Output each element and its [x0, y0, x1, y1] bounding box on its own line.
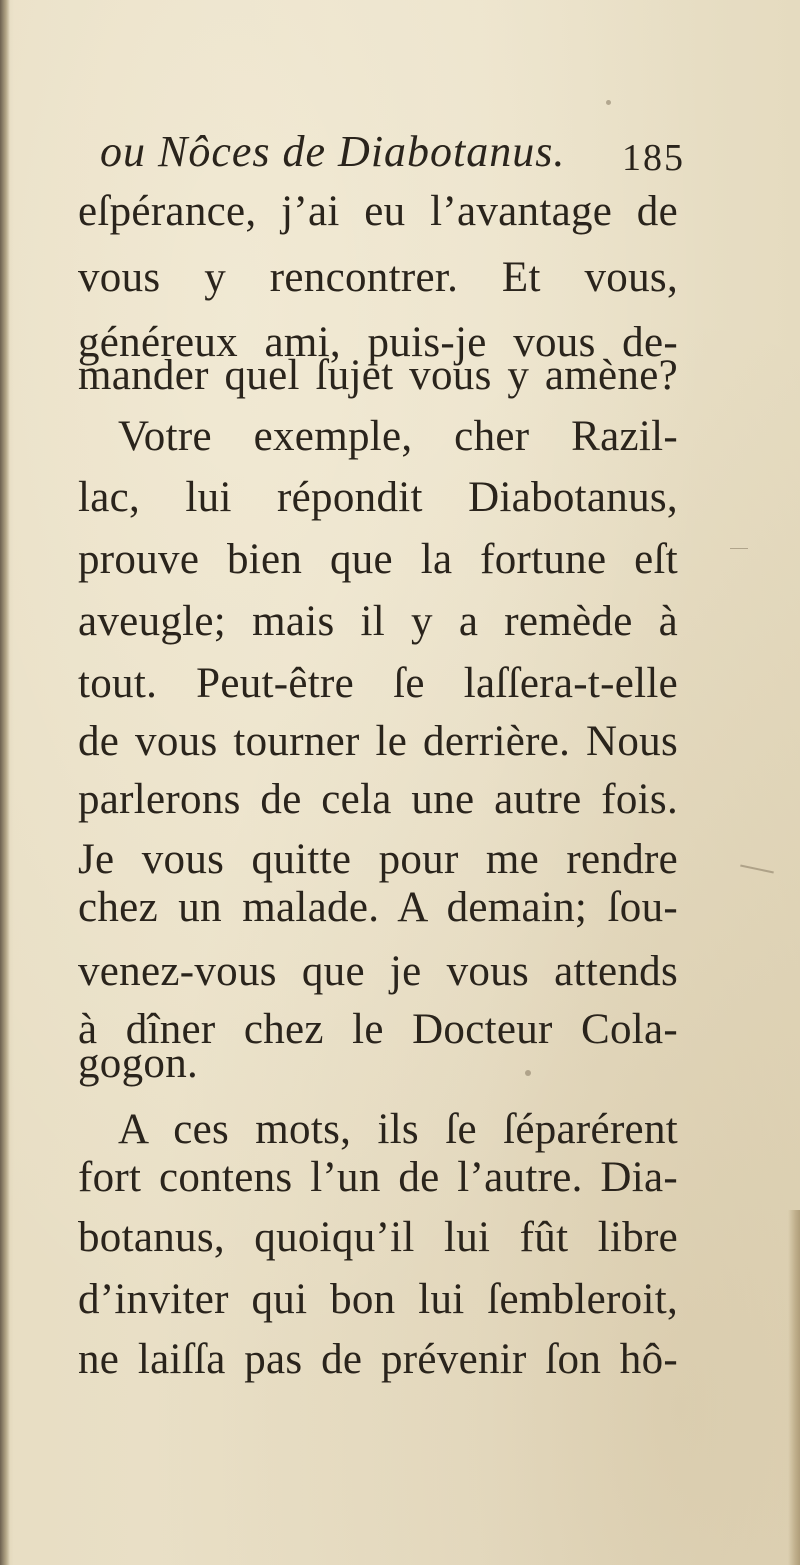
- text-line: d’inviter qui bon lui ſembleroit,: [78, 1276, 678, 1323]
- margin-dash: [730, 548, 748, 549]
- page-edge-stain: [788, 1210, 800, 1565]
- text-line: aveugle; mais il y a remède à: [78, 598, 678, 645]
- running-head: ou Nôces de Diabotanus.: [100, 127, 566, 176]
- text-line: vous y rencontrer. Et vous,: [78, 254, 678, 301]
- text-line: à dîner chez le Docteur Cola-: [78, 1006, 678, 1053]
- text-line: lac, lui répondit Diabotanus,: [78, 474, 678, 521]
- text-line: botanus, quoiqu’il lui fût libre: [78, 1214, 678, 1261]
- binding-gutter-shadow: [0, 0, 10, 1565]
- text-line: ne laiſſa pas de prévenir ſon hô-: [78, 1336, 678, 1383]
- text-line: venez-vous que je vous attends: [78, 948, 678, 995]
- text-line: mander quel ſujet vous y amène?: [78, 352, 678, 399]
- text-line: eſpérance, j’ai eu l’avantage de: [78, 188, 678, 235]
- paragraph-first-line: A ces mots, ils ſe ſéparérent: [118, 1106, 678, 1153]
- text-line: tout. Peut-être ſe laſſera-t-elle: [78, 660, 678, 707]
- text-line: parlerons de cela une autre fois.: [78, 776, 678, 823]
- text-line: de vous tourner le derrière. Nous: [78, 718, 678, 765]
- text-line: chez un malade. A demain; ſou-: [78, 884, 678, 931]
- margin-dash: [740, 864, 774, 873]
- text-line: prouve bien que la fortune eſt: [78, 536, 678, 583]
- page-header: [100, 122, 685, 182]
- ink-speck: [606, 100, 611, 105]
- page-number: 185: [622, 137, 685, 179]
- text-line: généreux ami, puis-je vous de-: [78, 319, 678, 366]
- text-line: Je vous quitte pour me rendre: [78, 836, 678, 883]
- text-line: fort contens l’un de l’autre. Dia-: [78, 1154, 678, 1201]
- paragraph-first-line: Votre exemple, cher Razil-: [118, 413, 678, 460]
- paragraph-last-line: gogon.: [78, 1040, 199, 1087]
